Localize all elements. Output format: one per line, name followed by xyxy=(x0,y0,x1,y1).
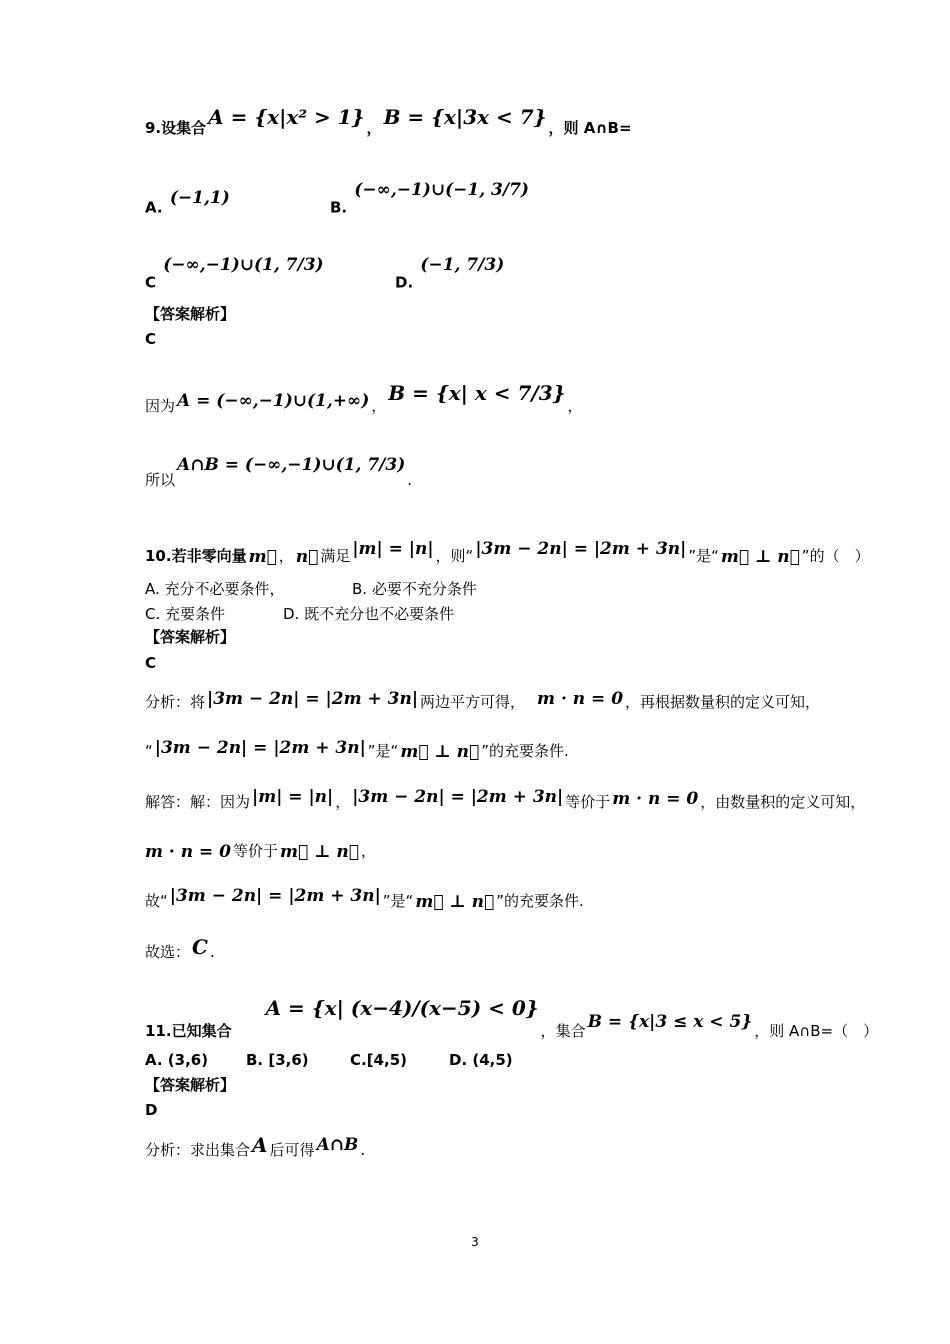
q11-stem: 11.已知集合A = {x| (x−4)/(x−5) < 0}，集合 B = {x|3 ≤ x < 5} ，则 A∩B=（ ） xyxy=(145,995,879,1040)
q9-option-c[interactable]: C (−∞,−1)∪(1, 7/3) xyxy=(145,255,324,292)
q10-analysis-line1: 分析：将 |3m − 2n| = |2m + 3n| 两边平方可得， m · n = 0 ，再根据数量积的定义可知， xyxy=(145,688,821,711)
q11-option-b[interactable]: B. [3,6) xyxy=(246,1051,309,1069)
q11-analysis: 分析：求出集合 A 后可得 A∩B . xyxy=(145,1132,366,1159)
q10-option-c[interactable]: C. 充要条件 xyxy=(145,605,226,623)
q11-answer-header: 【答案解析】 xyxy=(145,1076,236,1094)
q10-choose-line: 故选： C . xyxy=(145,934,215,961)
q11-answer: D xyxy=(145,1101,158,1119)
q9-set-a: A = {x|x² > 1} xyxy=(208,104,365,129)
q9-option-d[interactable]: D. (−1, 7/3) xyxy=(395,255,505,292)
q10-answer-header: 【答案解析】 xyxy=(145,628,236,646)
q10-answer: C xyxy=(145,654,157,672)
page-number: 3 xyxy=(471,1235,479,1249)
q9-option-b[interactable]: B. (−∞,−1)∪(−1, 3/7) xyxy=(330,180,529,217)
q9-set-b: B = {x|3x < 7} xyxy=(383,104,547,129)
q9-answer: C xyxy=(145,330,157,348)
q10-option-b[interactable]: B. 必要不充分条件 xyxy=(352,580,477,598)
q10-analysis-line2: “ |3m − 2n| = |2m + 3n| ”是“ m⃗ ⊥ n⃗ ”的充要条件. xyxy=(145,737,569,762)
q10-solution-line1: 解答：解：因为 |m| = |n| ， |3m − 2n| = |2m + 3n| 等价于 m · n = 0 ，由数量积的定义可知， xyxy=(145,786,866,811)
q11-option-a[interactable]: A. (3,6) xyxy=(145,1051,209,1069)
q10-solution-line3: 故“ |3m − 2n| = |2m + 3n| ”是“ m⃗ ⊥ n⃗ ”的充要条件. xyxy=(145,885,584,912)
q9-solution-line2: 所以A∩B = (−∞,−1)∪(1, 7/3). xyxy=(145,454,413,489)
q11-option-d[interactable]: D. (4,5) xyxy=(449,1051,513,1069)
q10-stem: 10.若非零向量 m⃗ ， n⃗ 满足 |m| = |n| ，则“ |3m − 2n| = |2m + 3n| ”是“ m⃗ ⊥ n⃗ ”的（ ） xyxy=(145,538,870,567)
q9-stem: 9.设集合 A = {x|x² > 1} ， B = {x|3x < 7} ，则 A∩B= xyxy=(145,104,632,137)
q10-option-a[interactable]: A. 充分不必要条件， xyxy=(145,580,285,598)
q10-solution-line2: m · n = 0 等价于 m⃗ ⊥ n⃗ ， xyxy=(145,841,376,862)
q9-answer-header: 【答案解析】 xyxy=(145,305,236,323)
q11-option-c[interactable]: C.[4,5) xyxy=(350,1051,407,1069)
q9-option-a[interactable]: A. (−1,1) xyxy=(145,188,230,217)
q9-solution-line1: 因为 A = (−∞,−1)∪(1,+∞) ，B = {x| x < 7/3}， xyxy=(145,380,583,415)
q10-option-d[interactable]: D. 既不充分也不必要条件 xyxy=(283,605,455,623)
